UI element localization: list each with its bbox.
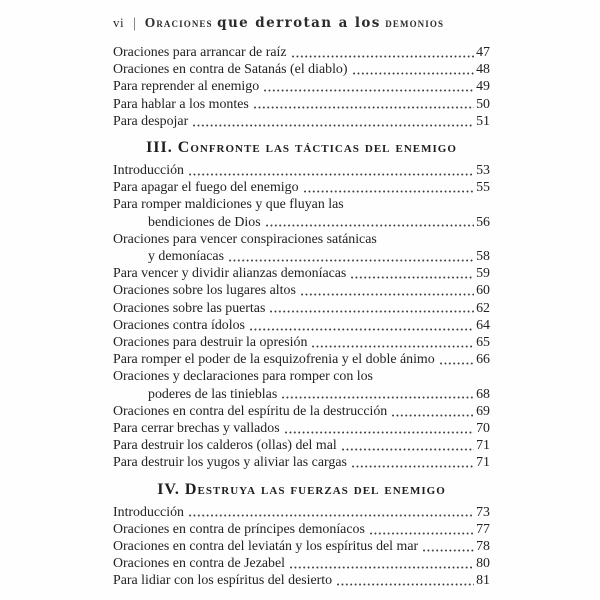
toc-entry-title: Para romper el poder de la esquizofrenia y el doble ánimo <box>113 352 435 368</box>
toc-entry-page: 80 <box>476 556 490 572</box>
toc-entry <box>113 317 490 334</box>
toc-entry <box>113 231 490 248</box>
toc-entry-title: bendiciones de Dios <box>148 214 261 230</box>
toc-entry-page: 65 <box>476 335 490 351</box>
toc-entry <box>113 334 490 351</box>
toc-entry-page: 66 <box>476 352 490 368</box>
dot-leader <box>270 310 474 313</box>
toc-entry-page: 77 <box>476 521 490 537</box>
table-of-contents <box>113 44 490 590</box>
toc-entry <box>113 248 490 265</box>
toc-entry <box>113 179 490 196</box>
toc-entry-page: 51 <box>476 113 490 129</box>
toc-entry-title: Oraciones sobre las puertas <box>113 300 266 316</box>
toc-entry-page: 62 <box>476 300 490 316</box>
dot-leader <box>392 414 474 417</box>
toc-entry-title: Para hablar a los montes <box>113 96 249 112</box>
toc-entry <box>113 555 490 572</box>
toc-entry-title: Oraciones sobre los lugares altos <box>113 283 296 299</box>
dot-leader <box>189 514 474 517</box>
dot-leader <box>312 345 474 348</box>
toc-entry-page: 59 <box>476 266 490 282</box>
toc-entry-title: Oraciones para arrancar de raíz <box>113 45 287 60</box>
toc-entry <box>113 300 490 317</box>
toc-entry-title: Introducción <box>113 504 184 520</box>
toc-entry-title: Oraciones y declaraciones para romper con los <box>113 369 373 385</box>
dot-leader <box>351 276 474 279</box>
dot-leader <box>440 362 474 365</box>
dot-leader <box>264 89 474 92</box>
dot-leader <box>229 259 474 262</box>
toc-entry-title: Oraciones para vencer conspiraciones satánicas <box>113 231 377 247</box>
toc-entry-title: y demoníacas <box>148 249 224 265</box>
toc-entry-page: 53 <box>476 163 490 179</box>
book-title-part-3: demonios <box>380 15 445 30</box>
toc-entry-page: 68 <box>476 386 490 402</box>
section-heading: IV. Destruya las fuerzas del enemigo <box>157 480 446 498</box>
toc-entry-title: Oraciones en contra de príncipes demoníacos <box>113 521 365 537</box>
toc-entry <box>113 61 490 78</box>
toc-entry-title: Oraciones para destruir la opresión <box>113 335 308 351</box>
dot-leader <box>301 293 474 296</box>
toc-entry <box>113 368 490 385</box>
dot-leader <box>189 173 474 176</box>
toc-entry-title: Oraciones en contra de Satanás (el diablo) <box>113 62 348 78</box>
book-title-part-1: Oraciones <box>144 15 218 30</box>
toc-entry <box>113 78 490 95</box>
toc-entry <box>113 113 490 130</box>
toc-entry-page: 73 <box>476 504 490 520</box>
toc-entry <box>113 96 490 113</box>
toc-entry-page: 71 <box>476 455 490 471</box>
book-title-part-2: que derrotan a los <box>217 15 381 31</box>
toc-entry-title: Introducción <box>113 163 184 179</box>
toc-entry-title: Para despojar <box>113 113 189 129</box>
running-header <box>113 15 490 31</box>
book-title <box>145 15 444 31</box>
toc-entry <box>113 521 490 538</box>
toc-entry <box>113 454 490 471</box>
toc-entry <box>113 572 490 589</box>
toc-entry-title: Para destruir los calderos (ollas) del mal <box>113 438 337 454</box>
toc-entry-title: Oraciones contra ídolos <box>113 317 245 333</box>
dot-leader <box>304 190 475 193</box>
toc-entry-title: Para destruir los yugos y aliviar las cargas <box>113 455 347 471</box>
toc-entry-page: 50 <box>476 96 490 112</box>
header-separator: | <box>133 14 136 31</box>
toc-entry <box>113 44 490 61</box>
dot-leader <box>266 224 474 227</box>
toc-entry-page: 60 <box>476 283 490 299</box>
toc-entry <box>113 538 490 555</box>
toc-entry <box>113 504 490 521</box>
toc-entry <box>113 282 490 299</box>
dot-leader <box>370 532 474 535</box>
dot-leader <box>193 124 474 127</box>
toc-entry <box>113 420 490 437</box>
toc-entry <box>113 265 490 282</box>
toc-entry-page: 81 <box>476 573 490 589</box>
folio-page-number: vi <box>113 15 125 30</box>
toc-entry <box>113 162 490 179</box>
toc-entry-page: 47 <box>476 45 490 60</box>
dot-leader <box>353 72 475 75</box>
toc-entry-title: Para apagar el fuego del enemigo <box>113 180 299 196</box>
toc-entry-page: 55 <box>476 180 490 196</box>
toc-entry-page: 64 <box>476 317 490 333</box>
toc-entry-page: 48 <box>476 62 490 78</box>
dot-leader <box>290 566 474 569</box>
toc-entry-title: Para lidiar con los espíritus del desierto <box>113 573 333 589</box>
toc-entry <box>113 351 490 368</box>
toc-entry-page: 70 <box>476 421 490 437</box>
toc-entry <box>113 214 490 231</box>
dot-leader <box>423 549 474 552</box>
toc-entry-title: Para reprender al enemigo <box>113 79 260 95</box>
toc-entry <box>113 437 490 454</box>
toc-entry-title: Oraciones en contra del espíritu de la destrucción <box>113 403 388 419</box>
dot-leader <box>250 328 474 331</box>
dot-leader <box>352 465 474 468</box>
toc-entry-page: 58 <box>476 249 490 265</box>
toc-entry-title: Para romper maldiciones y que fluyan las <box>113 197 344 213</box>
toc-entry-title: poderes de las tinieblas <box>148 386 278 402</box>
dot-leader <box>282 396 474 399</box>
dot-leader <box>342 448 474 451</box>
dot-leader <box>285 431 475 434</box>
dot-leader <box>254 106 474 109</box>
toc-entry-page: 78 <box>476 539 490 555</box>
toc-entry-title: Oraciones en contra de Jezabel <box>113 556 285 572</box>
toc-entry-page: 69 <box>476 403 490 419</box>
toc-entry-page: 49 <box>476 79 490 95</box>
section-heading: III. Confronte las tácticas del enemigo <box>146 139 457 157</box>
toc-entry-title: Para cerrar brechas y vallados <box>113 421 280 437</box>
toc-entry-page: 56 <box>476 214 490 230</box>
toc-entry-page: 71 <box>476 438 490 454</box>
toc-entry <box>113 386 490 403</box>
dot-leader <box>292 55 475 58</box>
toc-entry-title: Oraciones en contra del leviatán y los espíritus del mar <box>113 539 419 555</box>
toc-entry <box>113 403 490 420</box>
toc-entry <box>113 196 490 213</box>
dot-leader <box>337 583 474 586</box>
toc-entry-title: Para vencer y dividir alianzas demoníacas <box>113 266 347 282</box>
